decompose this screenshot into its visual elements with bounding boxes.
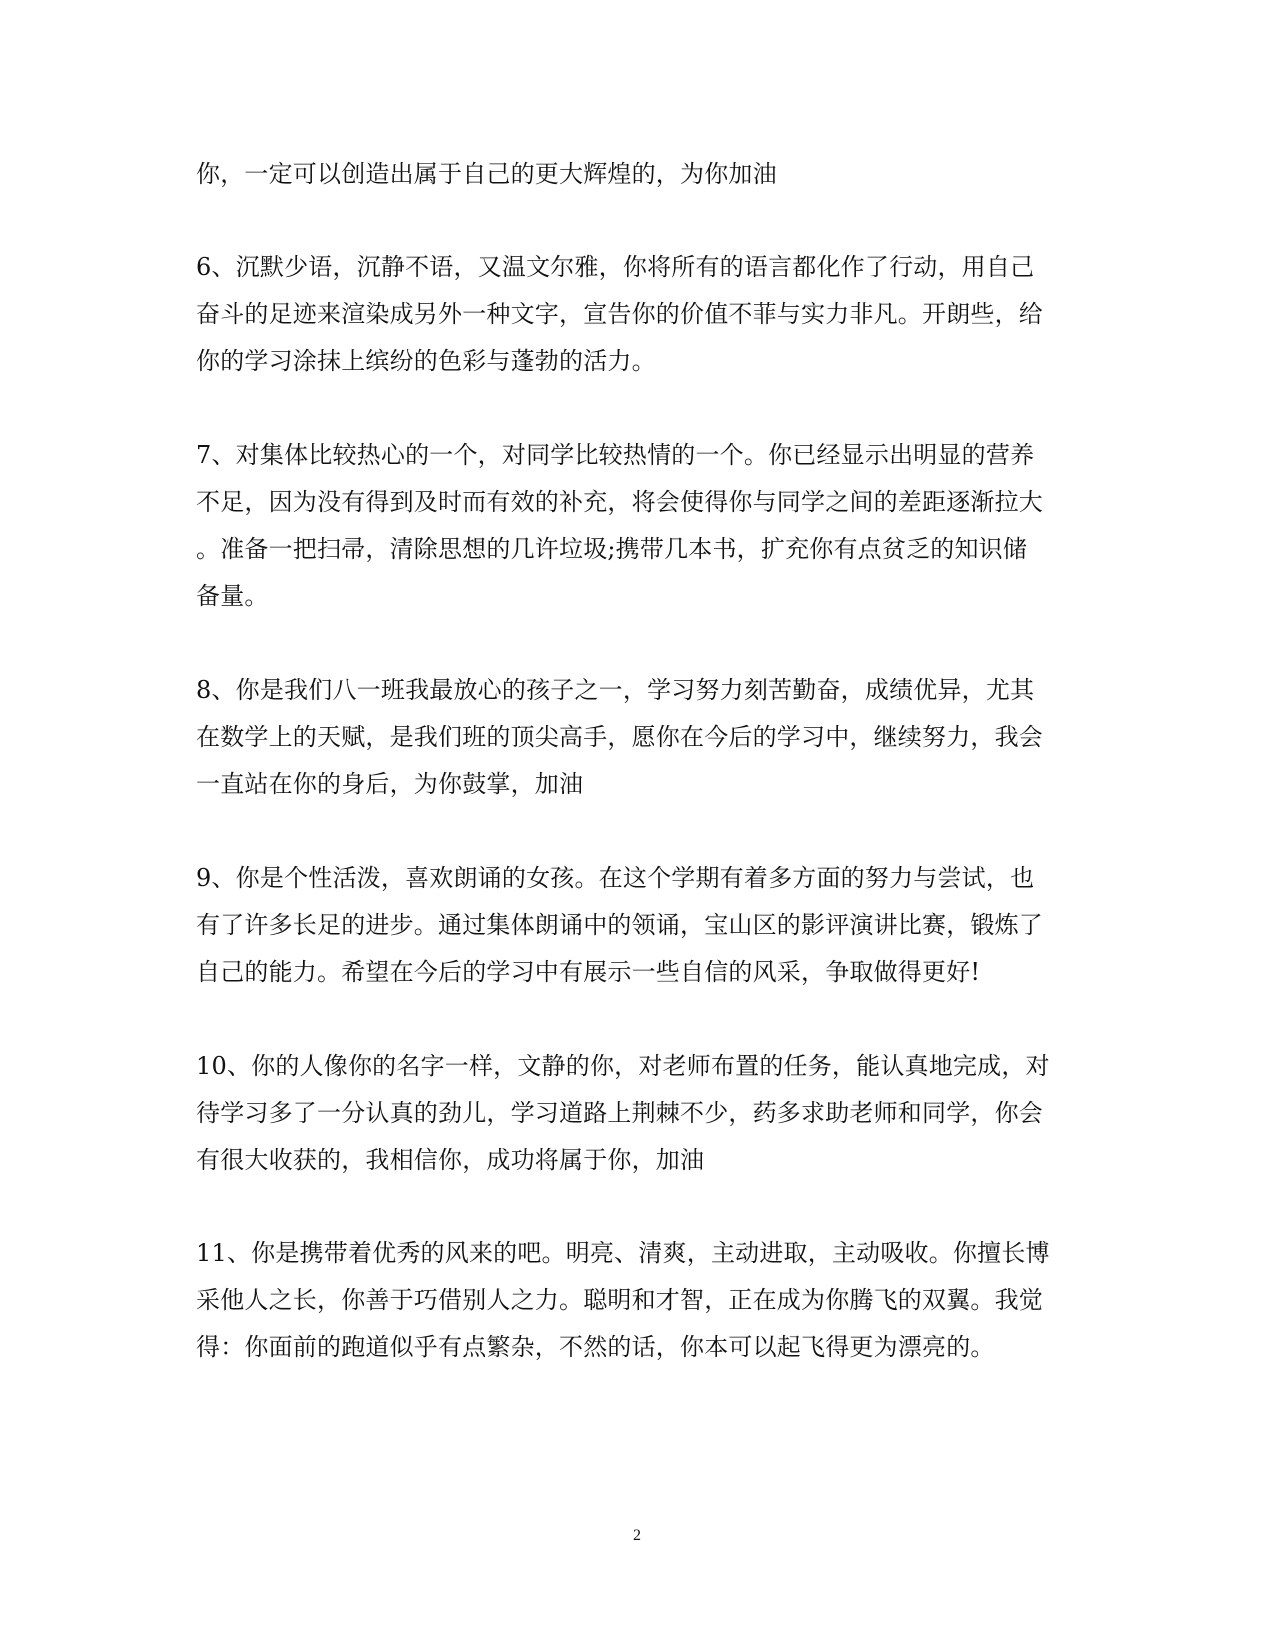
paragraph-line: 。准备一把扫帚，清除思想的几许垃圾;携带几本书，扩充你有点贫乏的知识储 [196, 535, 1028, 563]
paragraph-line: 得：你面前的跑道似乎有点繁杂，不然的话，你本可以起飞得更为漂亮的。 [196, 1333, 995, 1361]
paragraph-line: 11、你是携带着优秀的风来的吧。明亮、清爽，主动进取，主动吸收。你擅长博 [196, 1239, 1050, 1267]
paragraph-line: 在数学上的天赋，是我们班的顶尖高手，愿你在今后的学习中，继续努力，我会 [196, 723, 1043, 751]
paragraph-line: 有了许多长足的进步。通过集体朗诵中的领诵，宝山区的影评演讲比赛，锻炼了 [196, 911, 1043, 939]
page-number: 2 [633, 1527, 641, 1544]
paragraph-line: 一直站在你的身后，为你鼓掌，加油 [196, 770, 584, 798]
paragraph-line: 你，一定可以创造出属于自己的更大辉煌的，为你加油 [196, 160, 777, 188]
paragraph-line: 备量。 [196, 582, 269, 610]
paragraph-line: 9、你是个性活泼，喜欢朗诵的女孩。在这个学期有着多方面的努力与尝试，也 [196, 864, 1035, 892]
paragraph-line: 采他人之长，你善于巧借别人之力。聪明和才智，正在成为你腾飞的双翼。我觉 [196, 1286, 1043, 1314]
paragraph-line: 8、你是我们八一班我最放心的孩子之一，学习努力刻苦勤奋，成绩优异，尤其 [196, 676, 1035, 704]
paragraph-line: 7、对集体比较热心的一个，对同学比较热情的一个。你已经显示出明显的营养 [196, 441, 1035, 469]
paragraph-line: 6、沉默少语，沉静不语，又温文尔雅，你将所有的语言都化作了行动，用自己 [196, 253, 1035, 281]
paragraph-line: 待学习多了一分认真的劲儿，学习道路上荆棘不少，药多求助老师和同学，你会 [196, 1099, 1043, 1127]
paragraph-line: 奋斗的足迹来渲染成另外一种文字，宣告你的价值不菲与实力非凡。开朗些，给 [196, 300, 1043, 328]
paragraph-line: 你的学习涂抹上缤纷的色彩与蓬勃的活力。 [196, 347, 656, 375]
paragraph-line: 不足，因为没有得到及时而有效的补充，将会使得你与同学之间的差距逐渐拉大 [196, 488, 1043, 516]
paragraph-line: 有很大收获的，我相信你，成功将属于你，加油 [196, 1146, 705, 1174]
paragraph-line: 自己的能力。希望在今后的学习中有展示一些自信的风采，争取做得更好! [196, 958, 981, 986]
paragraph-line: 10、你的人像你的名字一样，文静的你，对老师布置的任务，能认真地完成，对 [196, 1052, 1050, 1080]
